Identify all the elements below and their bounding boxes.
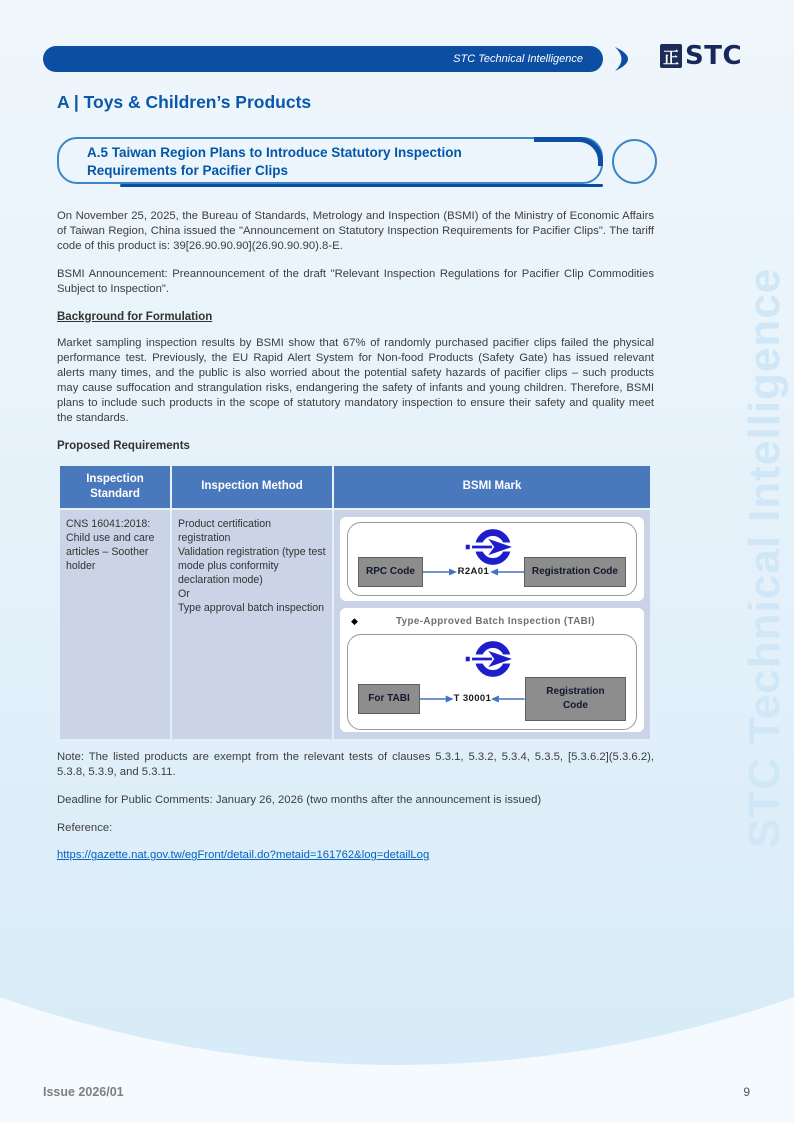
tabi-code-label: T 30001 bbox=[453, 692, 492, 704]
for-tabi-box: For TABI bbox=[358, 684, 420, 714]
bsmi-mark-frame-tabi bbox=[347, 634, 637, 730]
arrow-right-icon bbox=[420, 695, 454, 703]
arrow-left-icon bbox=[491, 695, 525, 703]
method-line-4: Type approval batch inspection bbox=[178, 601, 325, 614]
reference-link[interactable]: https://gazette.nat.gov.tw/egFront/detail.do?metaid=161762&log=detailLog bbox=[57, 849, 430, 862]
bsmi-mark-frame bbox=[347, 522, 637, 596]
method-line-2: Validation registration (type test mode plus conformity declaration mode) bbox=[178, 545, 326, 586]
requirements-heading: Proposed Requirements bbox=[57, 439, 190, 452]
requirements-table bbox=[58, 464, 652, 741]
tabi-title-row bbox=[347, 613, 637, 634]
watermark-text: STC Technical Intelligence bbox=[740, 267, 789, 848]
background-paragraph: Market sampling inspection results by BSMI show that 67% of randomly purchased pacifier clips failed the physical performance test. Previously, the EU Rapid Alert System for Non-food Products (Safety Gate) has issued relevant alerts many times, and the public is also worried about the potential safety hazards of pacifier clips – such products may cause suffocation and strangulation risks, endangering the safety of infants and young children. Therefore, BSMI plans to include such products in the scope of statutory mandatory inspection to ensure their safety and quality meet the standards. bbox=[57, 337, 654, 424]
registration-code-box-tabi: Registration Code bbox=[525, 677, 626, 721]
table-header-row bbox=[60, 466, 650, 508]
method-line-1: Product certification registration bbox=[178, 517, 272, 544]
footer-issue: Issue 2026/01 bbox=[43, 1085, 124, 1099]
header-inspection-method: Inspection Method bbox=[172, 466, 332, 508]
bsmi-code-label: R2A01 bbox=[457, 565, 490, 577]
page-title: A | Toys & Children’s Products bbox=[57, 92, 312, 112]
diamond-icon: ◆ bbox=[351, 616, 358, 627]
crescent-icon bbox=[613, 46, 639, 72]
article-body bbox=[57, 209, 654, 876]
stc-logo bbox=[660, 43, 742, 69]
section-heading-underline bbox=[120, 184, 603, 187]
section-heading-circle bbox=[612, 139, 657, 184]
header-bar bbox=[43, 46, 603, 72]
intro-paragraph-1: On November 25, 2025, the Bureau of Standards, Metrology and Inspection (BSMI) of the Ministry of Economic Affairs of Taiwan Region, China issued the "Announcement on Statutory Inspection Requirements for Pacifier Clips". The tariff code of this product is: 39[26.90.90.90](26.90.90.90).8-E. bbox=[57, 210, 654, 252]
table-row bbox=[60, 510, 650, 739]
section-heading-line2: Requirements for Pacifier Clips bbox=[87, 162, 289, 178]
reference-label: Reference: bbox=[57, 821, 113, 834]
arrow-left-icon bbox=[490, 568, 524, 576]
deadline-text: Deadline for Public Comments: January 26, 2026 (two months after the announcement is issued) bbox=[57, 793, 542, 806]
header-crescent-shape bbox=[613, 46, 639, 77]
cell-inspection-method bbox=[172, 510, 332, 739]
registration-code-box: Registration Code bbox=[524, 557, 626, 587]
method-line-3: Or bbox=[178, 587, 190, 600]
footer-page-number: 9 bbox=[743, 1085, 750, 1099]
cell-inspection-standard: CNS 16041:2018: Child use and care articles – Soother holder bbox=[60, 510, 170, 739]
bsmi-mark-row bbox=[348, 557, 636, 587]
rpc-code-box: RPC Code bbox=[358, 557, 423, 587]
background-heading: Background for Formulation bbox=[57, 310, 213, 323]
intro-paragraph-2: BSMI Announcement: Preannouncement of the draft "Relevant Inspection Regulations for Pacifier Clip Commodities Subject to Inspection". bbox=[57, 267, 654, 295]
header-bar-title: STC Technical Intelligence bbox=[453, 53, 583, 65]
bsmi-mark-card-rpc bbox=[340, 517, 644, 601]
section-heading-line1: A.5 Taiwan Region Plans to Introduce Statutory Inspection bbox=[87, 145, 462, 160]
header-inspection-standard: Inspection Standard bbox=[60, 466, 170, 508]
arrow-right-icon bbox=[423, 568, 457, 576]
bsmi-mark-row-tabi bbox=[348, 677, 636, 721]
stc-logo-text: STC bbox=[685, 41, 743, 71]
exemption-note: Note: The listed products are exempt from the relevant tests of clauses 5.3.1, 5.3.2, 5.3.4, 5.3.5, [5.3.6.2](5.3.6.2), 5.3.8, 5.3.9, and 5.3.11. bbox=[57, 750, 654, 778]
reference-paragraph bbox=[57, 848, 654, 863]
stc-logo-mark-icon: 正 bbox=[660, 44, 682, 68]
cell-bsmi-mark bbox=[334, 510, 650, 739]
bsmi-mark-card-tabi bbox=[340, 608, 644, 732]
header-bsmi-mark: BSMI Mark bbox=[334, 466, 650, 508]
tabi-title: Type-Approved Batch Inspection (TABI) bbox=[395, 615, 595, 627]
section-heading-box bbox=[57, 137, 603, 184]
